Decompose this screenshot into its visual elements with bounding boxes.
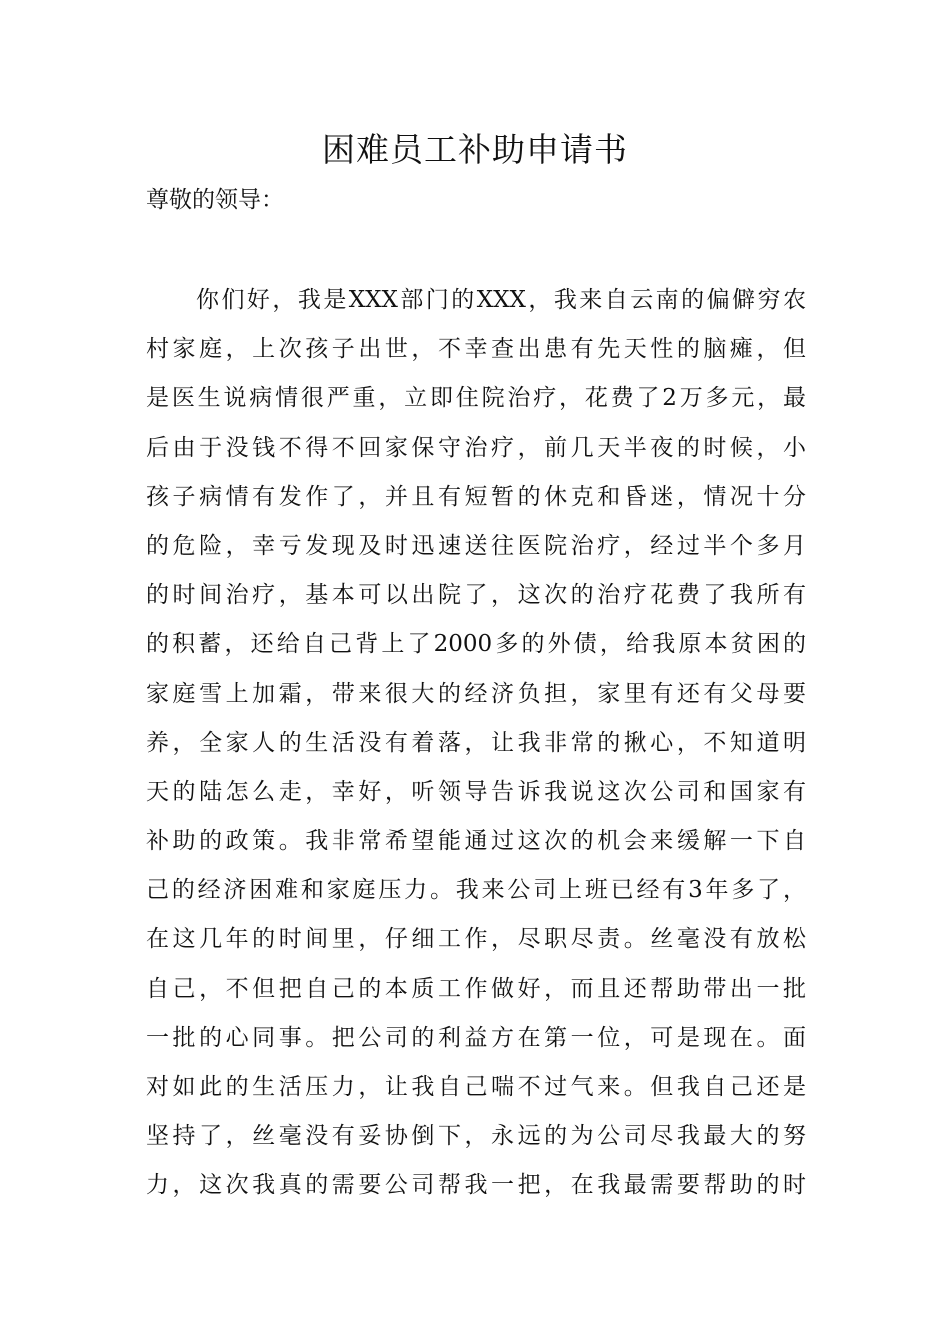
body-line: 在这几年的时间里，仔细工作，尽职尽责。丝毫没有放松 [146,926,806,953]
body-line: 是医生说病情很严重，立即住院治疗，花费了2万多元，最 [146,385,806,412]
body-line: 的时间治疗，基本可以出院了，这次的治疗花费了我所有 [146,582,806,609]
body-paragraph [146,276,806,1211]
body-line: 孩子病情有发作了，并且有短暂的休克和昏迷，情况十分 [146,483,806,510]
body-line: 己的经济困难和家庭压力。我来公司上班已经有3年多了， [146,877,806,904]
body-line: 的积蓄，还给自己背上了2000多的外债，给我原本贫困的 [146,631,806,658]
body-line: 村家庭，上次孩子出世，不幸查出患有先天性的脑瘫，但 [146,336,806,363]
body-line: 天的陆怎么走，幸好，听领导告诉我说这次公司和国家有 [146,778,806,805]
body-line: 后由于没钱不得不回家保守治疗，前几天半夜的时候，小 [146,434,806,461]
salutation: 尊敬的领导： [146,187,284,213]
body-line: 力，这次我真的需要公司帮我一把，在我最需要帮助的时 [146,1172,806,1199]
body-line: 自己，不但把自己的本质工作做好，而且还帮助带出一批 [146,975,806,1002]
body-line: 坚持了，丝毫没有妥协倒下，永远的为公司尽我最大的努 [146,1123,806,1150]
body-line: 养，全家人的生活没有着落，让我非常的揪心，不知道明 [146,729,806,756]
body-line: 对如此的生活压力，让我自己喘不过气来。但我自己还是 [146,1074,806,1100]
body-line: 一批的心同事。把公司的利益方在第一位，可是现在。面 [146,1024,806,1051]
body-line: 家庭雪上加霜，带来很大的经济负担，家里有还有父母要 [146,680,806,707]
body-line: 你们好，我是XXX部门的XXX，我来自云南的偏僻穷农 [196,287,806,313]
body-line: 补助的政策。我非常希望能通过这次的机会来缓解一下自 [146,828,806,855]
body-line: 的危险，幸亏发现及时迅速送往医院治疗，经过半个多月 [146,532,806,559]
document-title: 困难员工补助申请书 [322,130,628,169]
